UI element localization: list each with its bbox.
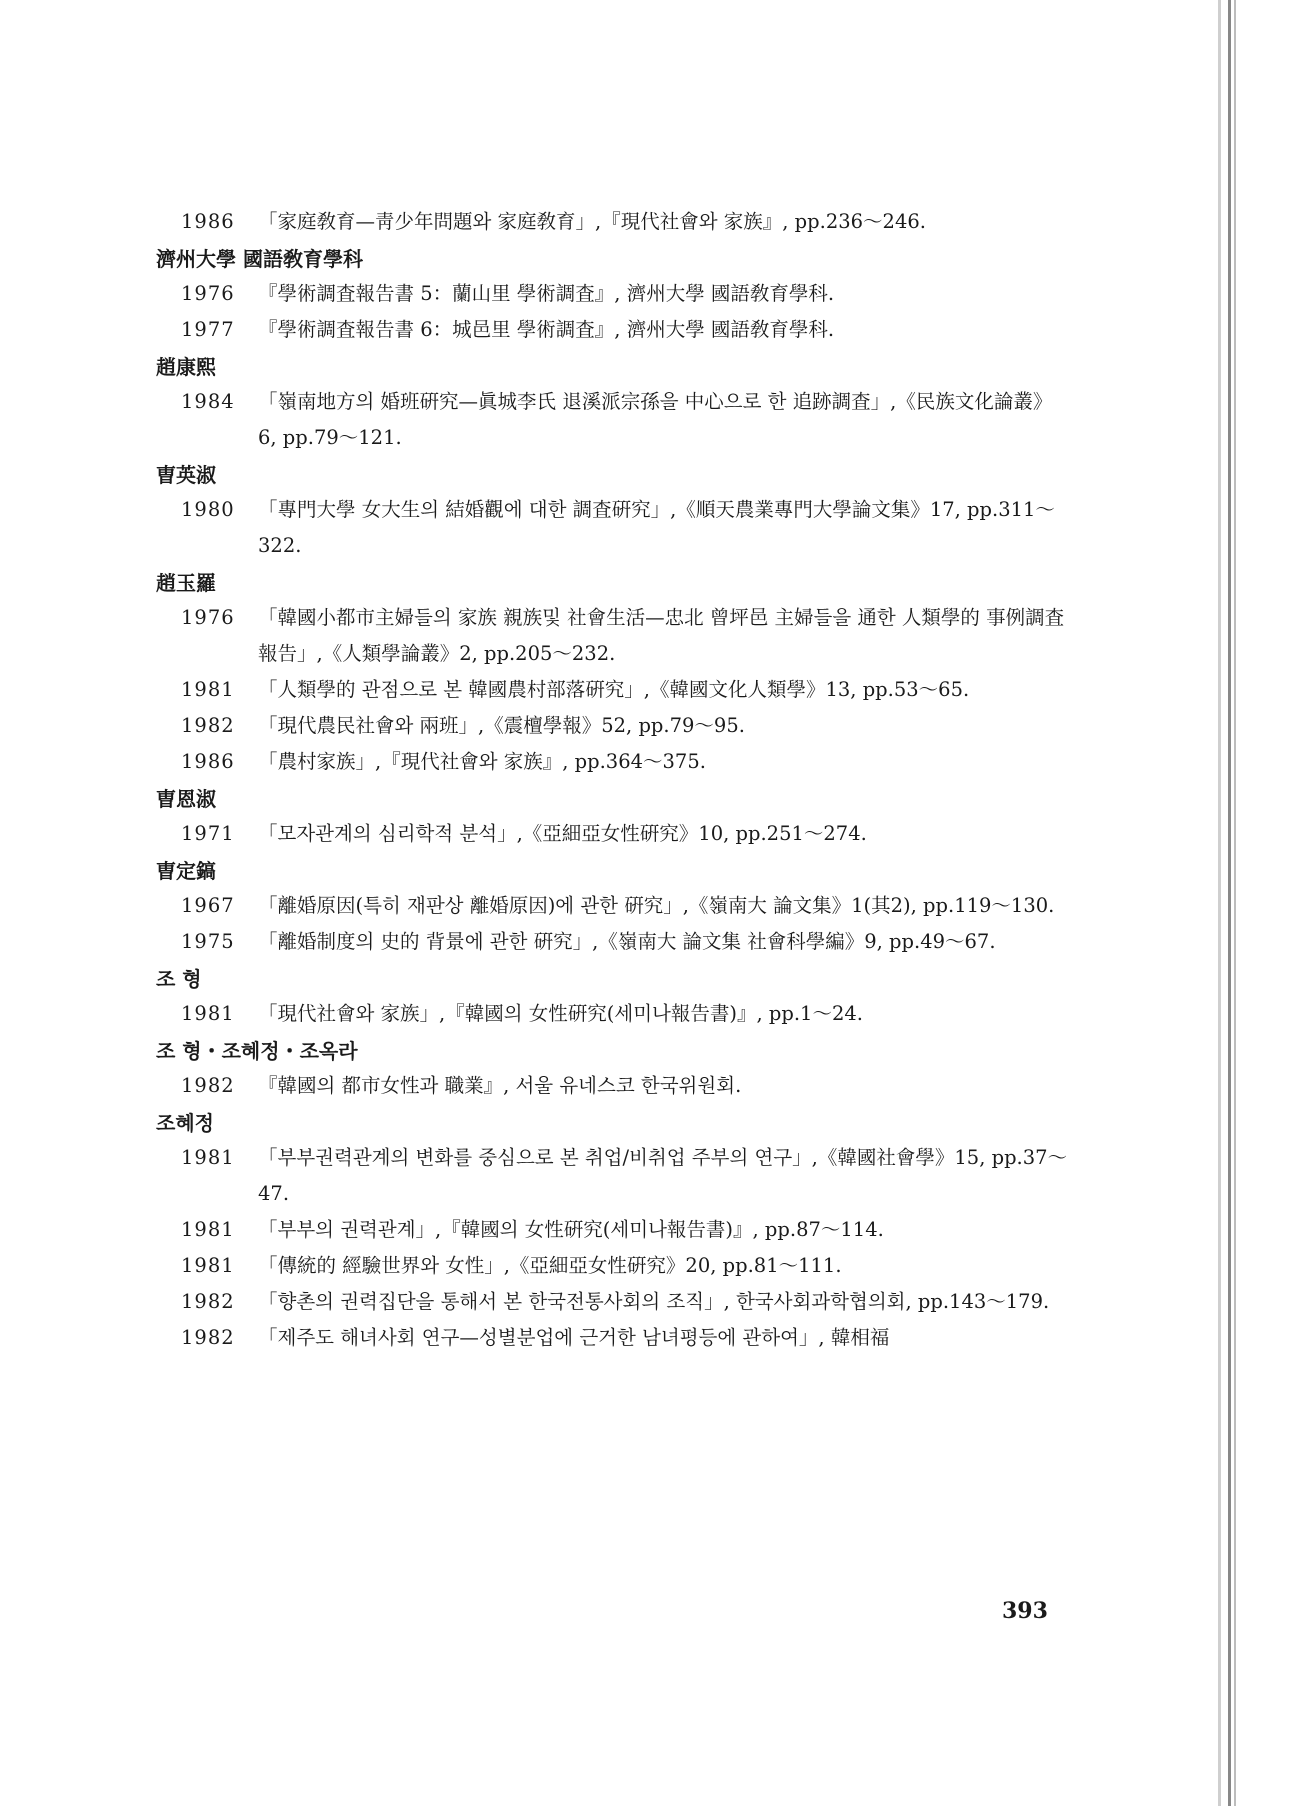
entry-year: 1971 — [181, 822, 235, 845]
author-name: 曺恩淑 — [156, 787, 216, 811]
entry-year: 1986 — [181, 210, 235, 233]
bibliography-entry — [156, 204, 1068, 240]
bibliography-section — [156, 1034, 1068, 1104]
entry-year: 1975 — [181, 930, 235, 953]
author-name: 조 형・조혜정・조옥라 — [156, 1039, 358, 1063]
entry-year: 1981 — [181, 1218, 235, 1241]
bibliography-entry — [156, 1068, 1068, 1104]
entry-year: 1976 — [181, 606, 235, 629]
bibliography-entry — [156, 492, 1068, 564]
entry-citation: 「離婚制度의 史的 背景에 관한 硏究」,《嶺南大 論文集 社會科學編》9, pp.49～67. — [258, 930, 996, 953]
entry-year: 1986 — [181, 750, 235, 773]
entry-year: 1977 — [181, 318, 235, 341]
author-name: 曺定鎬 — [156, 859, 216, 883]
entry-citation: 「제주도 해녀사회 연구—성별분업에 근거한 남녀평등에 관하여」, 韓相福 — [258, 1326, 890, 1349]
entry-year: 1981 — [181, 1146, 235, 1169]
bibliography-entry — [156, 996, 1068, 1032]
bibliography-entry — [156, 276, 1068, 312]
entry-year: 1982 — [181, 1074, 235, 1097]
bibliography-entry — [156, 1248, 1068, 1284]
entry-citation: 「人類學的 관점으로 본 韓國農村部落硏究」,《韓國文化人類學》13, pp.53～65. — [258, 678, 970, 701]
bibliography-section — [156, 782, 1068, 852]
entry-year: 1981 — [181, 1254, 235, 1277]
page-edge-shadow — [1210, 0, 1302, 1806]
bibliography-entry — [156, 1284, 1068, 1320]
entry-year: 1984 — [181, 390, 235, 413]
author-name: 조혜정 — [156, 1111, 214, 1135]
bibliography-entry — [156, 888, 1068, 924]
entry-citation: 「韓國小都市主婦들의 家族 親族및 社會生活—忠北 曾坪邑 主婦들을 通한 人類學的 事例調査報告」,《人類學論叢》2, pp.205～232. — [258, 606, 1065, 665]
entry-citation: 「嶺南地方의 婚班硏究—眞城李氏 退溪派宗孫을 中心으로 한 追跡調査」,《民族文化論叢》6, pp.79～121. — [258, 390, 1053, 449]
bibliography-entry — [156, 816, 1068, 852]
entry-citation: 「家庭敎育—靑少年問題와 家庭敎育」,『現代社會와 家族』, pp.236～246. — [258, 210, 926, 233]
entry-citation: 「傳統的 經驗世界와 女性」,《亞細亞女性硏究》20, pp.81～111. — [258, 1254, 842, 1277]
bibliography-section — [156, 242, 1068, 348]
entry-citation: 「農村家族」,『現代社會와 家族』, pp.364～375. — [258, 750, 706, 773]
entry-year: 1967 — [181, 894, 235, 917]
bibliography-section — [156, 854, 1068, 960]
bibliography-entry — [156, 672, 1068, 708]
entry-citation: 「現代社會와 家族」,『韓國의 女性硏究(세미나報告書)』, pp.1～24. — [258, 1002, 863, 1025]
entry-citation: 『學術調査報告書 5：蘭山里 學術調査』, 濟州大學 國語敎育學科. — [258, 282, 835, 305]
bibliography-section — [156, 350, 1068, 456]
entry-citation: 「향촌의 권력집단을 통해서 본 한국전통사회의 조직」, 한국사회과학협의회, pp.143～179. — [258, 1290, 1050, 1313]
bibliography-entry — [156, 1140, 1068, 1212]
entry-citation: 「모자관계의 심리학적 분석」,《亞細亞女性硏究》10, pp.251～274. — [258, 822, 867, 845]
author-name: 曺英淑 — [156, 463, 216, 487]
bibliography-entry — [156, 384, 1068, 456]
author-name: 趙玉羅 — [156, 571, 216, 595]
page-edge-line — [1234, 0, 1236, 1806]
entry-year: 1982 — [181, 714, 235, 737]
entry-citation: 「專門大學 女大生의 結婚觀에 대한 調査硏究」,《順天農業專門大學論文集》17, pp.311～322. — [258, 498, 1055, 557]
bibliography-entry — [156, 600, 1068, 672]
bibliography-entry — [156, 1320, 1068, 1356]
bibliography-section — [156, 204, 1068, 240]
entry-year: 1976 — [181, 282, 235, 305]
entry-citation: 「부부의 권력관계」,『韓國의 女性硏究(세미나報告書)』, pp.87～114. — [258, 1218, 884, 1241]
entry-citation: 『學術調査報告書 6：城邑里 學術調査』, 濟州大學 國語敎育學科. — [258, 318, 835, 341]
author-name: 趙康熙 — [156, 355, 216, 379]
bibliography-section — [156, 962, 1068, 1032]
entry-citation: 「부부권력관계의 변화를 중심으로 본 취업/비취업 주부의 연구」,《韓國社會學》15, pp.37～47. — [258, 1146, 1068, 1205]
author-name: 濟州大學 國語敎育學科 — [156, 247, 363, 271]
entry-year: 1981 — [181, 1002, 235, 1025]
page-number: 393 — [1002, 1598, 1048, 1624]
author-name: 조 형 — [156, 967, 202, 991]
bibliography-entry — [156, 744, 1068, 780]
entry-citation: 「離婚原因(특히 재판상 離婚原因)에 관한 硏究」,《嶺南大 論文集》1(其2), pp.119～130. — [258, 894, 1055, 917]
bibliography-section — [156, 566, 1068, 780]
entry-year: 1982 — [181, 1326, 235, 1349]
page-edge-line — [1218, 0, 1221, 1806]
bibliography-entry — [156, 924, 1068, 960]
bibliography-entry — [156, 312, 1068, 348]
entry-citation: 「現代農民社會와 兩班」,《震檀學報》52, pp.79～95. — [258, 714, 745, 737]
bibliography-list — [156, 204, 1068, 1356]
entry-citation: 『韓國의 都市女性과 職業』, 서울 유네스코 한국위원회. — [258, 1074, 742, 1097]
bibliography-section — [156, 1106, 1068, 1356]
bibliography-section — [156, 458, 1068, 564]
bibliography-entry — [156, 1212, 1068, 1248]
entry-year: 1982 — [181, 1290, 235, 1313]
entry-year: 1980 — [181, 498, 235, 521]
page-edge-line — [1228, 0, 1231, 1806]
entry-year: 1981 — [181, 678, 235, 701]
bibliography-entry — [156, 708, 1068, 744]
